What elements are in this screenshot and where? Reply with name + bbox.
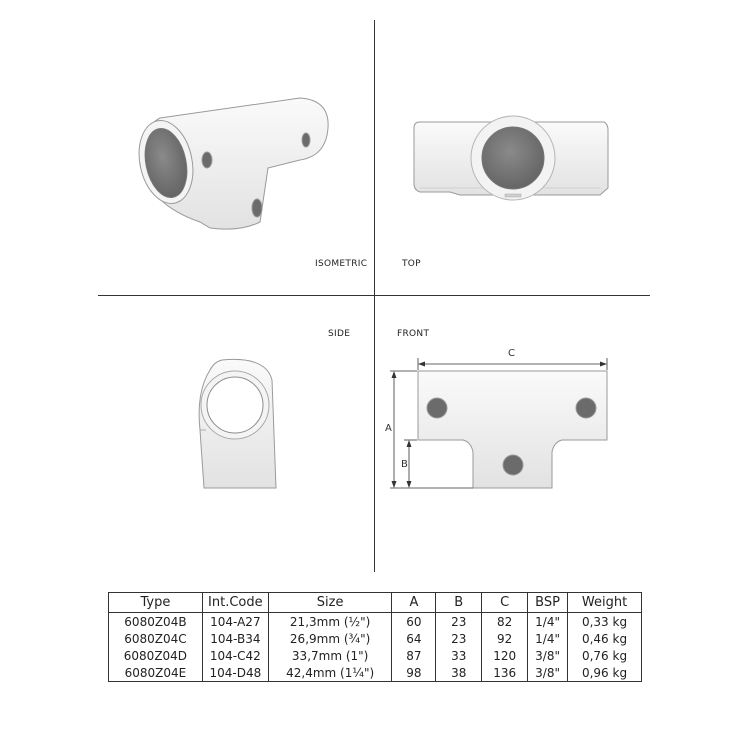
dimension-label-a: A — [385, 423, 392, 434]
cell-type: 6080Z04D — [109, 647, 203, 664]
side-view — [199, 359, 276, 488]
header-a: A — [392, 593, 436, 613]
cell-int-code: 104-B34 — [202, 630, 268, 647]
top-bore — [482, 127, 544, 189]
label-top: TOP — [402, 259, 421, 269]
front-hole-bottom — [503, 455, 523, 475]
cell-c: 136 — [482, 664, 528, 682]
front-hole-right — [576, 398, 596, 418]
cell-weight: 0,46 kg — [568, 630, 642, 647]
side-bore — [207, 377, 263, 433]
cell-int-code: 104-D48 — [202, 664, 268, 682]
cell-int-code: 104-A27 — [202, 613, 268, 631]
label-isometric: ISOMETRIC — [315, 259, 368, 269]
dimension-c — [418, 358, 607, 370]
header-bsp: BSP — [528, 593, 568, 613]
isometric-hole-1 — [202, 152, 212, 168]
cell-b: 23 — [436, 630, 482, 647]
cell-a: 98 — [392, 664, 436, 682]
cell-size: 33,7mm (1") — [268, 647, 392, 664]
isometric-hole-2 — [302, 133, 310, 147]
cell-type: 6080Z04E — [109, 664, 203, 682]
cell-bsp: 1/4" — [528, 630, 568, 647]
dimension-label-b: B — [401, 459, 408, 470]
cell-a: 64 — [392, 630, 436, 647]
header-int-code: Int.Code — [202, 593, 268, 613]
cell-c: 82 — [482, 613, 528, 631]
header-weight: Weight — [568, 593, 642, 613]
cell-bsp: 3/8" — [528, 647, 568, 664]
cell-b: 33 — [436, 647, 482, 664]
cell-c: 120 — [482, 647, 528, 664]
isometric-view — [132, 98, 328, 229]
table-row — [109, 630, 642, 647]
cell-size: 42,4mm (1¼") — [268, 664, 392, 682]
cell-type: 6080Z04C — [109, 630, 203, 647]
spec-table — [108, 592, 642, 682]
top-view — [414, 116, 608, 200]
cell-int-code: 104-C42 — [202, 647, 268, 664]
cell-type: 6080Z04B — [109, 613, 203, 631]
cell-b: 23 — [436, 613, 482, 631]
cell-size: 26,9mm (¾") — [268, 630, 392, 647]
header-b: B — [436, 593, 482, 613]
front-hole-left — [427, 398, 447, 418]
label-side: SIDE — [328, 329, 351, 339]
isometric-hole-3 — [252, 199, 262, 217]
cell-a: 60 — [392, 613, 436, 631]
cell-c: 92 — [482, 630, 528, 647]
table-row — [109, 664, 642, 682]
cell-a: 87 — [392, 647, 436, 664]
cell-weight: 0,33 kg — [568, 613, 642, 631]
label-front: FRONT — [397, 329, 430, 339]
front-view — [390, 358, 607, 488]
header-c: C — [482, 593, 528, 613]
cell-bsp: 3/8" — [528, 664, 568, 682]
header-type: Type — [109, 593, 203, 613]
cell-b: 38 — [436, 664, 482, 682]
dimension-label-c: C — [508, 348, 515, 359]
cell-weight: 0,96 kg — [568, 664, 642, 682]
table-row — [109, 647, 642, 664]
cell-bsp: 1/4" — [528, 613, 568, 631]
cell-weight: 0,76 kg — [568, 647, 642, 664]
header-size: Size — [268, 593, 392, 613]
table-row — [109, 613, 642, 631]
cell-size: 21,3mm (½") — [268, 613, 392, 631]
table-header-row — [109, 593, 642, 613]
